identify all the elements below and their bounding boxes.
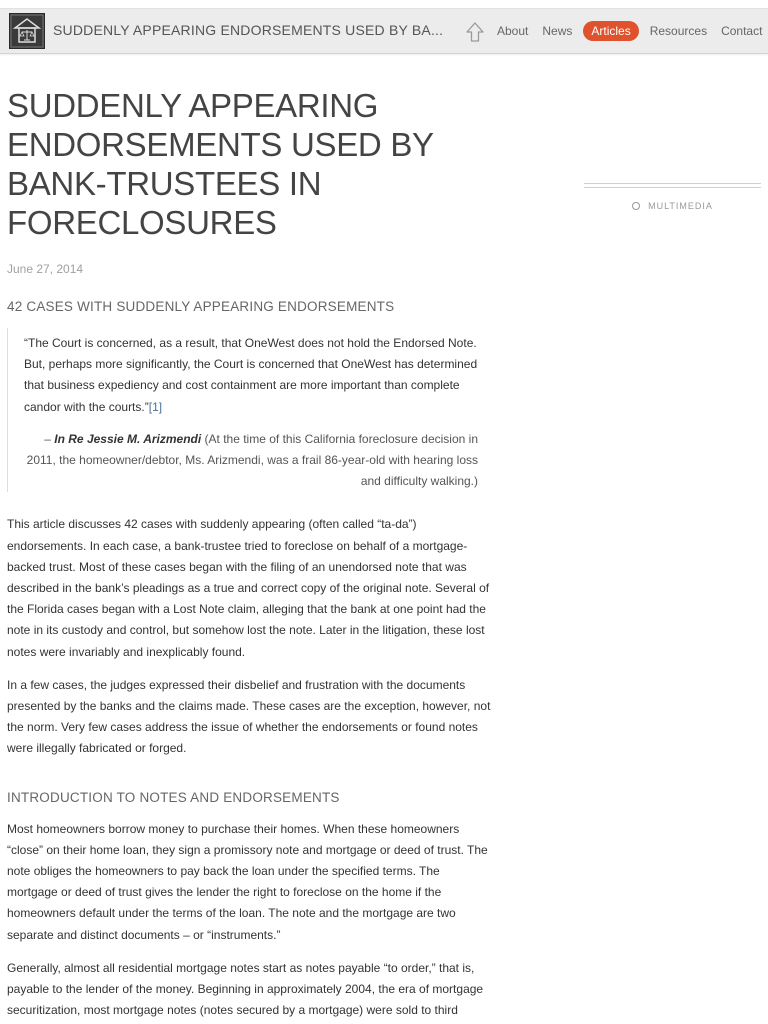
section-heading-cases: 42 CASES WITH SUDDENLY APPEARING ENDORSEMENTS [7, 299, 395, 314]
cite-dash: – [44, 431, 55, 446]
paragraph-3: Most homeowners borrow money to purchase their homes. When these homeowners “close” on their home loan, they sign a promissory note and mortgage or deed of trust. The note obliges the homeowners to pay back the loan under the specified terms. The mortgage or deed of trust gives the lender the right to foreclose on the home if the homeowners default under the terms of the loan. The note and the mortgage are two separate and distinct documents – or “instruments.” [7, 821, 488, 942]
publish-date: June 27, 2014 [7, 262, 84, 276]
multimedia-link[interactable] [584, 201, 761, 211]
footnote-link[interactable]: [1] [148, 399, 163, 414]
logo-icon[interactable] [9, 13, 45, 49]
sidebar-divider [584, 187, 761, 188]
paragraph-4: Generally, almost all residential mortgage notes start as notes payable “to order,” that is, payable to the lender of the money. Beginning in approximately 2004, the era of mortgage securitization, most mortgage notes (notes secured by a mortgage) were sold to third [7, 960, 484, 1018]
up-arrow-icon[interactable] [464, 21, 486, 43]
nav-articles[interactable]: Articles [583, 21, 638, 41]
site-title[interactable]: SUDDENLY APPEARING ENDORSEMENTS USED BY BA... [53, 22, 444, 38]
quote-text: “The Court is concerned, as a result, that OneWest does not hold the Endorsed Note. But, perhaps more significantly, the Court is concerned that OneWest has determined that business expediency and cost containment are more important than complete candor with the courts.” [24, 336, 478, 414]
cite-text: (At the time of this California foreclosure decision in 2011, the homeowner/debtor, Ms. Arizmendi, was a frail 86-year-old with hearing loss and difficulty walking.) [26, 431, 478, 489]
paragraph-2: In a few cases, the judges expressed their disbelief and frustration with the documents presented by the banks and the claims made. These cases are the exception, however, not the norm. Very few cases address the issue of whether the endorsements or found notes were illegally fabricated or forged. [7, 677, 491, 756]
top-navigation-bar [0, 8, 768, 54]
nav-contact[interactable]: Contact [721, 24, 763, 38]
paragraph-1: This article discusses 42 cases with suddenly appearing (often called “ta-da”) endorsements. In each case, a bank-trustee tried to foreclose on behalf of a mortgage-backed trust. Most of these cases began with the filing of an unendorsed note that was described in the bank’s pleadings as a true and correct copy of the original note. Several of the Florida cases began with a Lost Note claim, alleging that the bank at one point had the note in its custody and control, but somehow lost the note. Later in the litigation, these lost notes were invariably and inexplicably found. [7, 517, 490, 659]
sidebar-divider [584, 183, 761, 184]
article [7, 86, 492, 1021]
quote-citation [24, 429, 478, 493]
sidebar [584, 183, 761, 211]
cite-name: In Re Jessie M. Arizmendi [54, 431, 202, 446]
nav-about[interactable]: About [497, 24, 529, 38]
blockquote [7, 328, 492, 492]
multimedia-label: MULTIMEDIA [648, 201, 713, 211]
multimedia-icon [632, 202, 640, 210]
main-nav [490, 20, 768, 42]
nav-resources[interactable]: Resources [649, 24, 708, 38]
section-heading-intro: INTRODUCTION TO NOTES AND ENDORSEMENTS [7, 789, 340, 805]
nav-news[interactable]: News [542, 24, 573, 38]
page-title: SUDDENLY APPEARING ENDORSEMENTS USED BY BANK-TRUSTEES IN FORECLOSURES [7, 87, 434, 241]
quote-body [24, 333, 478, 418]
